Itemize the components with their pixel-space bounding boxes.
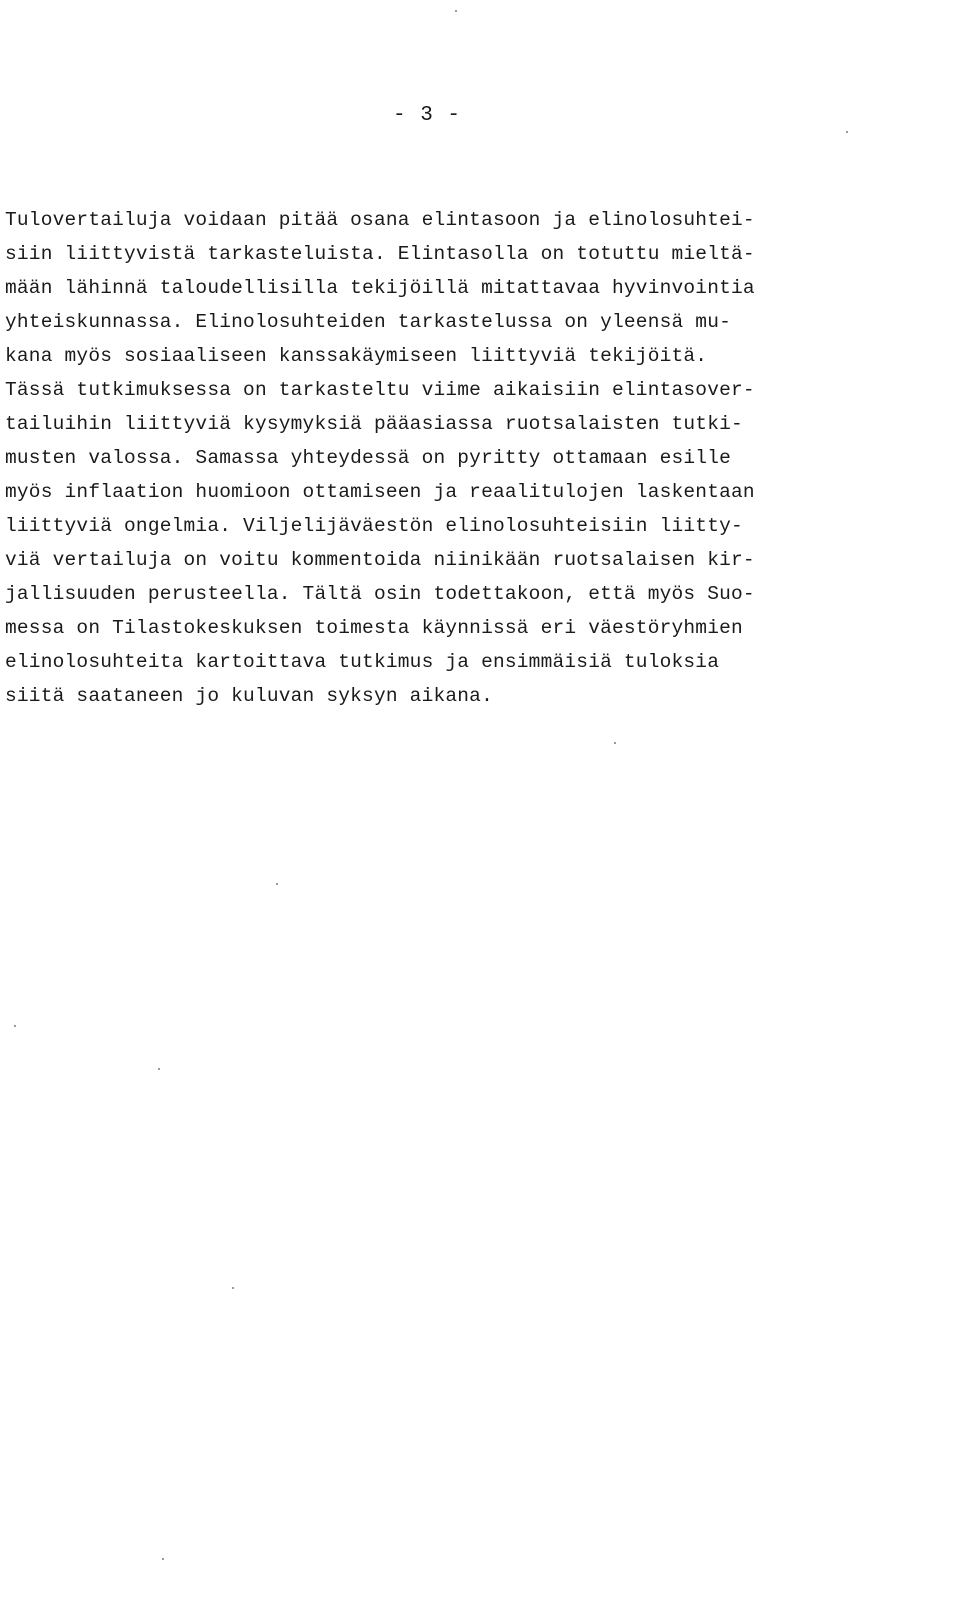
- text-line: siin liittyvistä tarkasteluista. Elintasolla on totuttu mieltä-: [5, 243, 755, 265]
- text-line: mään lähinnä taloudellisilla tekijöillä mitattavaa hyvinvointia: [5, 277, 755, 299]
- text-line: Tässä tutkimuksessa on tarkasteltu viime aikaisiin elintasover-: [5, 379, 755, 401]
- page-number: - 3 -: [393, 104, 462, 127]
- text-line: kana myös sosiaaliseen kanssakäymiseen liittyviä tekijöitä.: [5, 345, 708, 367]
- text-line: messa on Tilastokeskuksen toimesta käynnissä eri väestöryhmien: [5, 617, 743, 639]
- scan-speck: [162, 1558, 164, 1560]
- text-line: elinolosuhteita kartoittava tutkimus ja ensimmäisiä tuloksia: [5, 651, 720, 673]
- scan-speck: [158, 1068, 160, 1070]
- body-paragraph: [5, 203, 955, 713]
- text-line: tailuihin liittyviä kysymyksiä pääasiassa ruotsalaisten tutki-: [5, 413, 743, 435]
- scan-speck: [232, 1287, 234, 1289]
- text-line: musten valossa. Samassa yhteydessä on pyritty ottamaan esille: [5, 447, 732, 469]
- scan-speck: [276, 883, 278, 885]
- scan-speck: [846, 131, 848, 133]
- text-line: liittyviä ongelmia. Viljelijäväestön elinolosuhteisiin liitty-: [5, 515, 743, 537]
- text-line: siitä saataneen jo kuluvan syksyn aikana.: [5, 685, 493, 707]
- text-line: Tulovertailuja voidaan pitää osana elintasoon ja elinolosuhtei-: [5, 209, 755, 231]
- scan-speck: [455, 10, 457, 12]
- scan-speck: [614, 742, 616, 744]
- scan-speck: [14, 1025, 16, 1027]
- text-line: myös inflaation huomioon ottamiseen ja reaalitulojen laskentaan: [5, 481, 755, 503]
- text-line: yhteiskunnassa. Elinolosuhteiden tarkastelussa on yleensä mu-: [5, 311, 732, 333]
- text-line: jallisuuden perusteella. Tältä osin todettakoon, että myös Suo-: [5, 583, 755, 605]
- text-line: viä vertailuja on voitu kommentoida niinikään ruotsalaisen kir-: [5, 549, 755, 571]
